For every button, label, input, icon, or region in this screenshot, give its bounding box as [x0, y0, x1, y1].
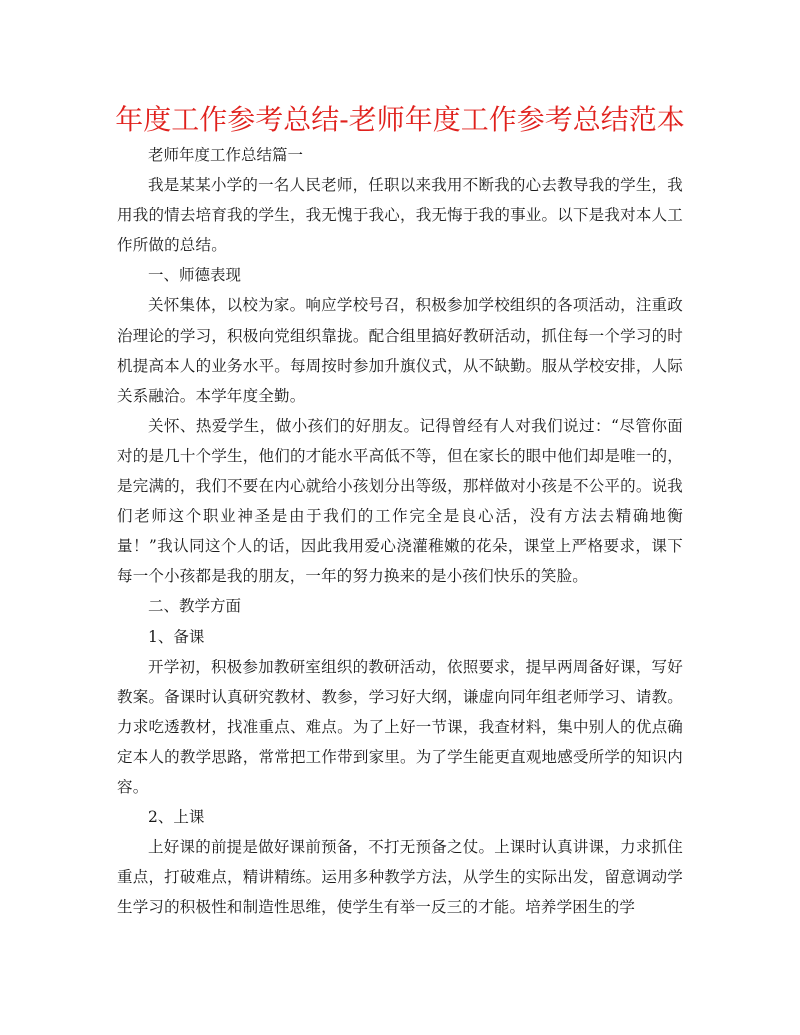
- subsection-heading: 2、上课: [148, 808, 205, 827]
- paragraph: 关怀、热爱学生，做小孩们的好朋友。记得曾经有人对我们说过：“尽管你面对的是几十个学生，他们的才能水平高低不等，但在家长的眼中他们却是唯一的，是完满的，我们不要在内心就给小孩划分出等级，那样做对小孩是不公平的。说我们老师这个职业神圣是由于我们的工作完全是良心活，没有方法去精确地衡量！”我认同这个人的话，因此我用爱心浇灌稚嫩的花朵，课堂上严格要求，课下每一个小孩都是我的朋友，一年的努力换来的是小孩们快乐的笑脸。: [117, 416, 683, 586]
- section-heading: 一、师德表现: [148, 266, 242, 285]
- paragraph: 关怀集体，以校为家。响应学校号召，积极参加学校组织的各项活动，注重政治理论的学习，积极向党组织靠拢。配合组里搞好教研活动，抓住每一个学习的时机提高本人的业务水平。每周按时参加升旗仪式，从不缺勤。服从学校安排，人际关系融洽。本学年度全勤。: [117, 296, 683, 405]
- subsection-heading: 1、备课: [148, 627, 205, 646]
- paragraph: 上好课的前提是做好课前预备，不打无预备之仗。上课时认真讲课，力求抓住重点，打破难点，精讲精练。运用多种教学方法，从学生的实际出发，留意调动学生学习的积极性和制造性思维，使学生有举一反三的才能。培养学困生的学: [117, 838, 683, 917]
- section-heading: 老师年度工作总结篇一: [148, 146, 304, 164]
- paragraph: 我是某某小学的一名人民老师，任职以来我用不断我的心去教导我的学生，我用我的情去培育我的学生，我无愧于我心，我无悔于我的事业。以下是我对本人工作所做的总结。: [117, 176, 683, 255]
- paragraph: 开学初，积极参加教研室组织的教研活动，依照要求，提早两周备好课，写好教案。备课时认真研究教材、教参，学习好大纲，谦虚向同年组老师学习、请教。力求吃透教材，找准重点、难点。为了上好一节课，我查材料，集中别人的优点确定本人的教学思路，常常把工作带到家里。为了学生能更直观地感受所学的知识内容。: [117, 657, 683, 796]
- document-body: [117, 140, 683, 922]
- section-heading: 二、教学方面: [148, 597, 242, 616]
- document-title: 年度工作参考总结-老师年度工作参考总结范本: [115, 103, 685, 136]
